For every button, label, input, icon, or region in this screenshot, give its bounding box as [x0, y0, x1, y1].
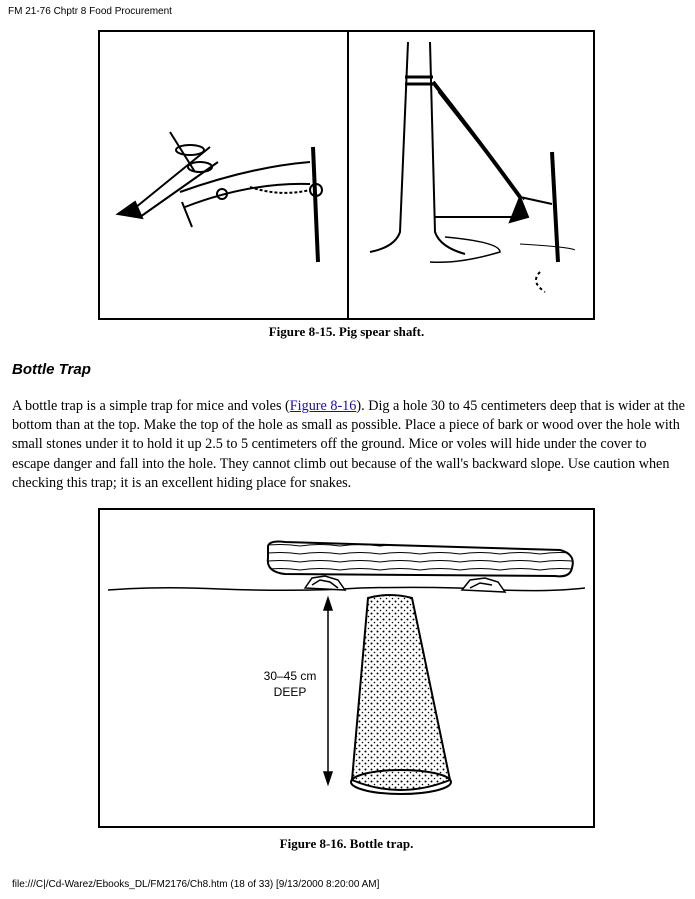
page-footer: file:///C|/Cd-Warez/Ebooks_DL/FM2176/Ch8.htm (18 of 33) [9/13/2000 8:20:00 AM] — [12, 879, 380, 890]
depth-label-line2: DEEP — [273, 685, 307, 699]
paragraph-text-start: A bottle trap is a simple trap for mice and voles ( — [12, 398, 290, 414]
ground-line — [108, 587, 585, 590]
pig-spear-shaft-illustration — [100, 32, 593, 318]
bottle-hole — [352, 595, 450, 790]
bark-cover — [268, 542, 573, 577]
depth-arrow — [324, 598, 332, 784]
spear-closeup-drawing — [118, 132, 322, 262]
bottle-trap-paragraph — [12, 397, 687, 493]
figure-8-16-frame — [98, 508, 595, 851]
figure-8-15-frame — [98, 30, 595, 339]
bottle-trap-illustration — [100, 510, 593, 826]
figure-8-16-caption: Figure 8-16. Bottle trap. — [279, 836, 414, 851]
figure-8-16-link[interactable]: Figure 8-16 — [289, 398, 357, 414]
page-header: FM 21-76 Chptr 8 Food Procurement — [8, 6, 172, 17]
paragraph-text-end: ). Dig a hole 30 to 45 centimeters deep that is wider at the bottom than at the top. Make the top of the hole as small as possible. Place a piece of bark or wood over the hole with small stones under it to hold it up 2.5 to 5 centimeters off the ground. Mice or voles will hide under the cover to escape danger and fall into the hole. They cannot climb out because of the wall's backward slope. Use caution when checking this trap; it is an excellent hiding place for snakes. — [12, 398, 685, 491]
depth-label-line1: 30–45 cm — [263, 669, 317, 683]
figure-8-15-caption: Figure 8-15. Pig spear shaft. — [268, 324, 425, 339]
tree-spear-drawing — [370, 42, 575, 292]
section-heading: Bottle Trap — [12, 361, 91, 378]
support-stones — [305, 576, 505, 592]
